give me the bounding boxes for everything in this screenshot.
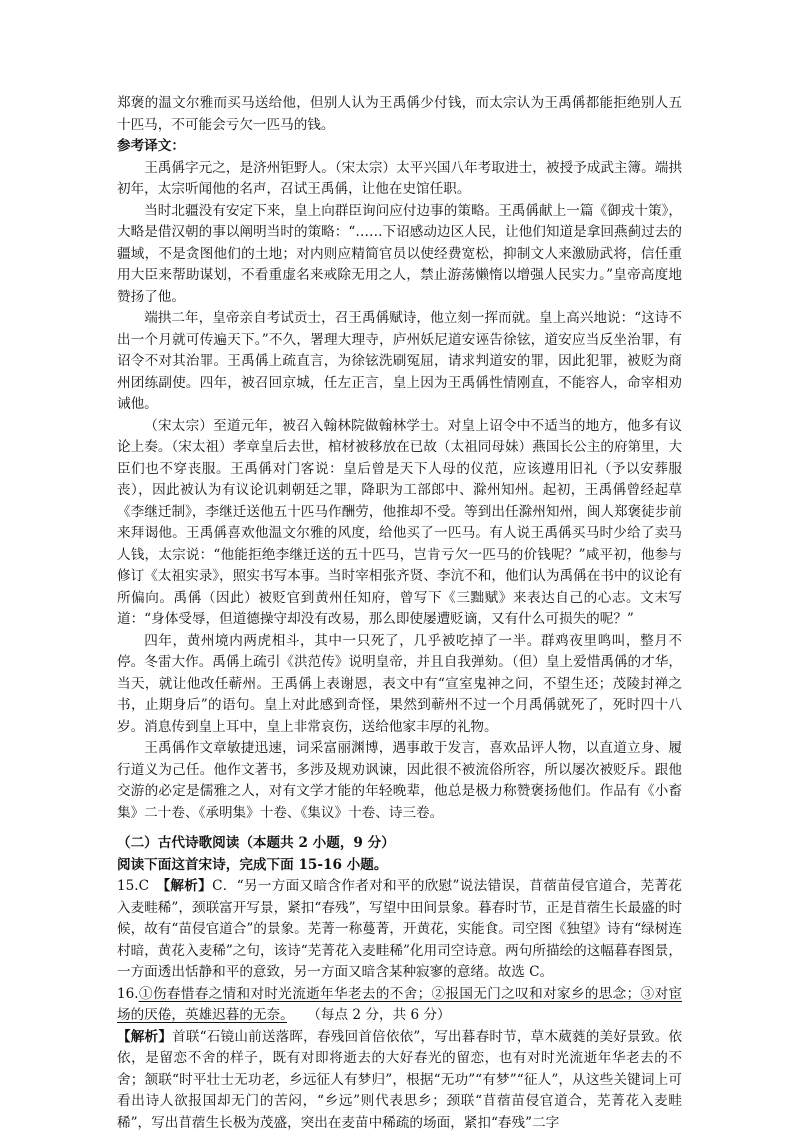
translation-paragraph: （宋太宗）至道元年，被召入翰林院做翰林学士。对皇上诏令中不适当的地方，他多有议论上奏。（宋太祖）孝章皇后去世，棺材被移放在已故（太祖同母妹）燕国长公主的府第里，大臣们也不穿丧服。王禹偁对门客说：皇后曾是天下人母的仪范，应该遵用旧礼（予以安葬服丧），因此被认为有议论讥刺朝廷之罪，降职为工部郎中、滁州知州。起初，王禹偁曾经起草《李继迁制》，李继迁送他五十匹马作酬劳，他推却不受。等到出任滁州知州，闽人郑褒徒步前来拜谒他。王禹偁喜欢他温文尔雅的风度，给他买了一匹马。有人说王禹偁买马时少给了卖马人钱，太宗说：“他能拒绝李继迁送的五十匹马，岂肯亏欠一匹马的价钱呢？”咸平初，他参与修订《太祖实录》，照实书写本事。当时宰相张齐贤、李沆不和，他们认为禹偁在书中的议论有所偏向。禹偁（因此）被贬官到黄州任知府，曾写下《三黜赋》来表达自己的心志。文末写道：“身体受辱，但道德操守却没有改易，那么即使屡遭贬谪，又有什么可损失的呢？” [117,416,682,631]
q16-analysis-text: 首联“石镜山前送落晖，春残回首倍依依”，写出暮春时节，草木葳蕤的美好景致。依依，是留恋不舍的样子，既有对即将逝去的大好春光的留恋，也有对时光流逝年华老去的不舍；颔联“时平壮士无功老，乡远征人有梦归”，根据“无功”“有梦”“征人”，从这些关键词上可看出诗人欲报国却无门的苦闷，“乡远”则代表思乡；颈联“苜蓿苗侵官道合，芜菁花入麦畦稀”，写出苜蓿生长极为茂盛，突出在麦苗中稀疏的场面，紧扣“春残”二字 [117,1029,682,1131]
question-15 [117,876,682,984]
section-heading: （二）古代诗歌阅读（本题共 2 小题，9 分） [117,833,682,855]
q16-score-note: （每点 2 分，共 6 分） [314,1007,451,1023]
document-page [117,93,682,1134]
q16-analysis [117,1027,682,1134]
translation-paragraph: 王禹偁作文章敏捷迅速，词采富丽渊博，遇事敢于发言，喜欢品评人物，以直道立身、履行道义为己任。他作文著书，多涉及规劝讽谏，因此很不被流俗所容，所以屡次被贬斥。跟他交游的必定是儒雅之人，对有文学才能的年轻晚辈，他总是极力称赞褒扬他们。作品有《小畜集》二十卷、《承明集》十卷、《集议》十卷、诗三卷。 [117,738,682,824]
q16-number: 16. [117,986,139,1002]
translation-paragraph: 四年，黄州境内两虎相斗，其中一只死了，几乎被吃掉了一半。群鸡夜里鸣叫，整月不停。冬雷大作。禹偁上疏引《洪范传》说明皇帝，并且自我弹劾。（但）皇上爱惜禹偁的才华，当天，就让他改任蕲州。王禹偁上表谢恩，表文中有“宣室鬼神之问，不望生还；茂陵封禅之书，止期身后”的语句。皇上对此感到奇怪，果然到蕲州不过一个月禹偁就死了，死时四十八岁。消息传到皇上耳中，皇上非常哀伤，送给他家丰厚的礼物。 [117,631,682,739]
translation-paragraph: 王禹偁字元之，是济州钜野人。（宋太宗）太平兴国八年考取进士，被授予成武主簿。端拱初年，太宗听闻他的名声，召试王禹偁，让他在史馆任职。 [117,158,682,201]
q15-text: C．“另一方面又暗含作者对和平的欣慰”说法错误，苜蓿苗侵官道合，芜菁花入麦畦稀”，颈联富开写景，紧扣“春残”，写望中田间景象。暮春时节，正是苜蓿生长最盛的时候，故有“苗侵官道合”的景象。芜菁一称蔓菁，开黄花，实能食。司空图《独望》诗有“绿树连村暗，黄花入麦稀”之句，该诗“芜菁花入麦畦稀”化用司空诗意。两句所描绘的这幅暮春图景，一方面透出恬静和平的意致，另一方面又暗含某种寂寥的意绪。故选 C。 [117,878,682,980]
question-16 [117,984,682,1027]
q16-answer: ①伤春惜春之情和对时光流逝年华老去的不舍；②报国无门之叹和对家乡的思念；③对宦场的厌倦，英雄迟暮的无奈。 [117,986,682,1024]
q15-number: 15.C [117,878,149,894]
section-spacer [117,824,682,833]
q15-tag: 【解析】 [163,878,212,894]
q16-tag: 【解析】 [117,1029,172,1045]
translation-heading: 参考译文： [117,136,682,158]
translation-paragraph: 端拱二年，皇帝亲自考试贡士，召王禹偁赋诗，他立刻一挥而就。皇上高兴地说：“这诗不出一个月就可传遍天下。”不久，署理大理寺，庐州妖尼道安诬告徐铉，道安应当反坐治罪，有诏令不对其治罪。王禹偁上疏直言，为徐铉洗刷冤屈，请求判道安的罪，因此犯罪，被贬为商州团练副使。四年，被召回京城，任左正言，皇上因为王禹偁性情刚直，不能容人，命宰相劝诫他。 [117,308,682,416]
section-instruction: 阅读下面这首宋诗，完成下面 15-16 小题。 [117,855,682,877]
intro-fragment: 郑褒的温文尔雅而买马送给他，但别人认为王禹偁少付钱，而太宗认为王禹偁都能拒绝别人五十匹马，不可能会亏欠一匹马的钱。 [117,93,682,136]
translation-paragraph: 当时北疆没有安定下来，皇上向群臣询问应付边事的策略。王禹偁献上一篇《御戎十策》，大略是借汉朝的事以阐明当时的策略：“……下诏感动边区人民，让他们知道是拿回燕蓟过去的疆域，不是贪图他们的土地；对内则应精简官员以使经费宽松，抑制文人来激励武将，信任重用大臣来帮助谋划，不看重虚名来戒除无用之人，禁止游荡懒惰以增强人民实力。”皇帝高度地赞扬了他。 [117,201,682,309]
